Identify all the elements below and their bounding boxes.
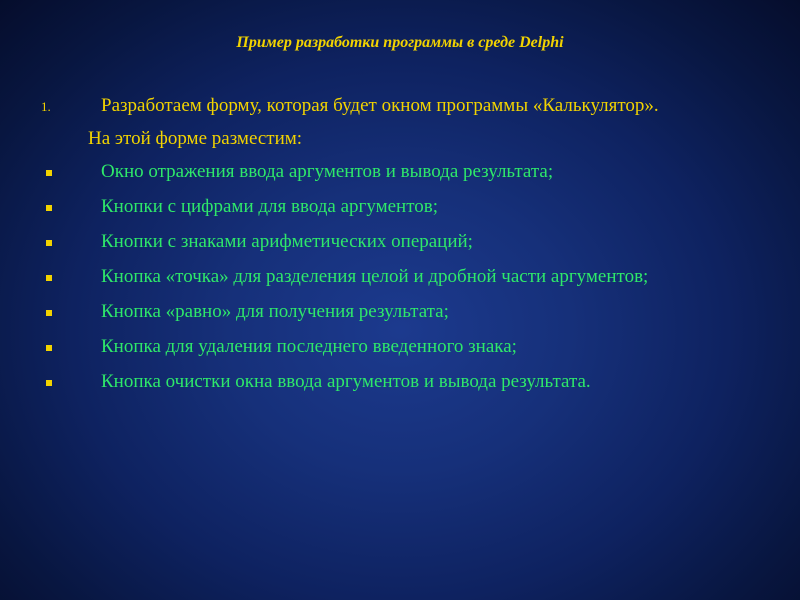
bullet-item: [40, 298, 780, 325]
bullet-item: [40, 333, 780, 360]
bullet-text: Кнопка «точка» для разделения целой и дробной части аргументов;: [101, 266, 649, 287]
slide-title: Пример разработки программы в среде Delphi: [236, 34, 564, 51]
bullet-text: Кнопка для удаления последнего введенного знака;: [101, 336, 517, 357]
bullet-item: [40, 158, 780, 185]
intro-text: На этой форме разместим:: [88, 128, 303, 149]
bullet-item: [40, 193, 780, 220]
slide-content: [40, 92, 780, 395]
step-text: Разработаем форму, которая будет окном программы «Калькулятор».: [101, 95, 659, 116]
item-number: 1.: [41, 99, 51, 114]
numbered-item: [40, 92, 780, 119]
bullet-text: Кнопки с цифрами для ввода аргументов;: [101, 196, 439, 217]
bullet-item: [40, 263, 780, 290]
square-bullet-icon: [46, 275, 52, 281]
square-bullet-icon: [46, 345, 52, 351]
square-bullet-icon: [46, 205, 52, 211]
bullet-text: Кнопка очистки окна ввода аргументов и вывода результата.: [101, 371, 591, 392]
bullet-text: Окно отражения ввода аргументов и вывода результата;: [101, 161, 554, 182]
square-bullet-icon: [46, 240, 52, 246]
bullet-item: [40, 368, 780, 395]
bullet-text: Кнопка «равно» для получения результата;: [101, 301, 449, 322]
bullet-text: Кнопки с знаками арифметических операций;: [101, 231, 473, 252]
bullet-item: [40, 228, 780, 255]
square-bullet-icon: [46, 310, 52, 316]
square-bullet-icon: [46, 380, 52, 386]
square-bullet-icon: [46, 170, 52, 176]
